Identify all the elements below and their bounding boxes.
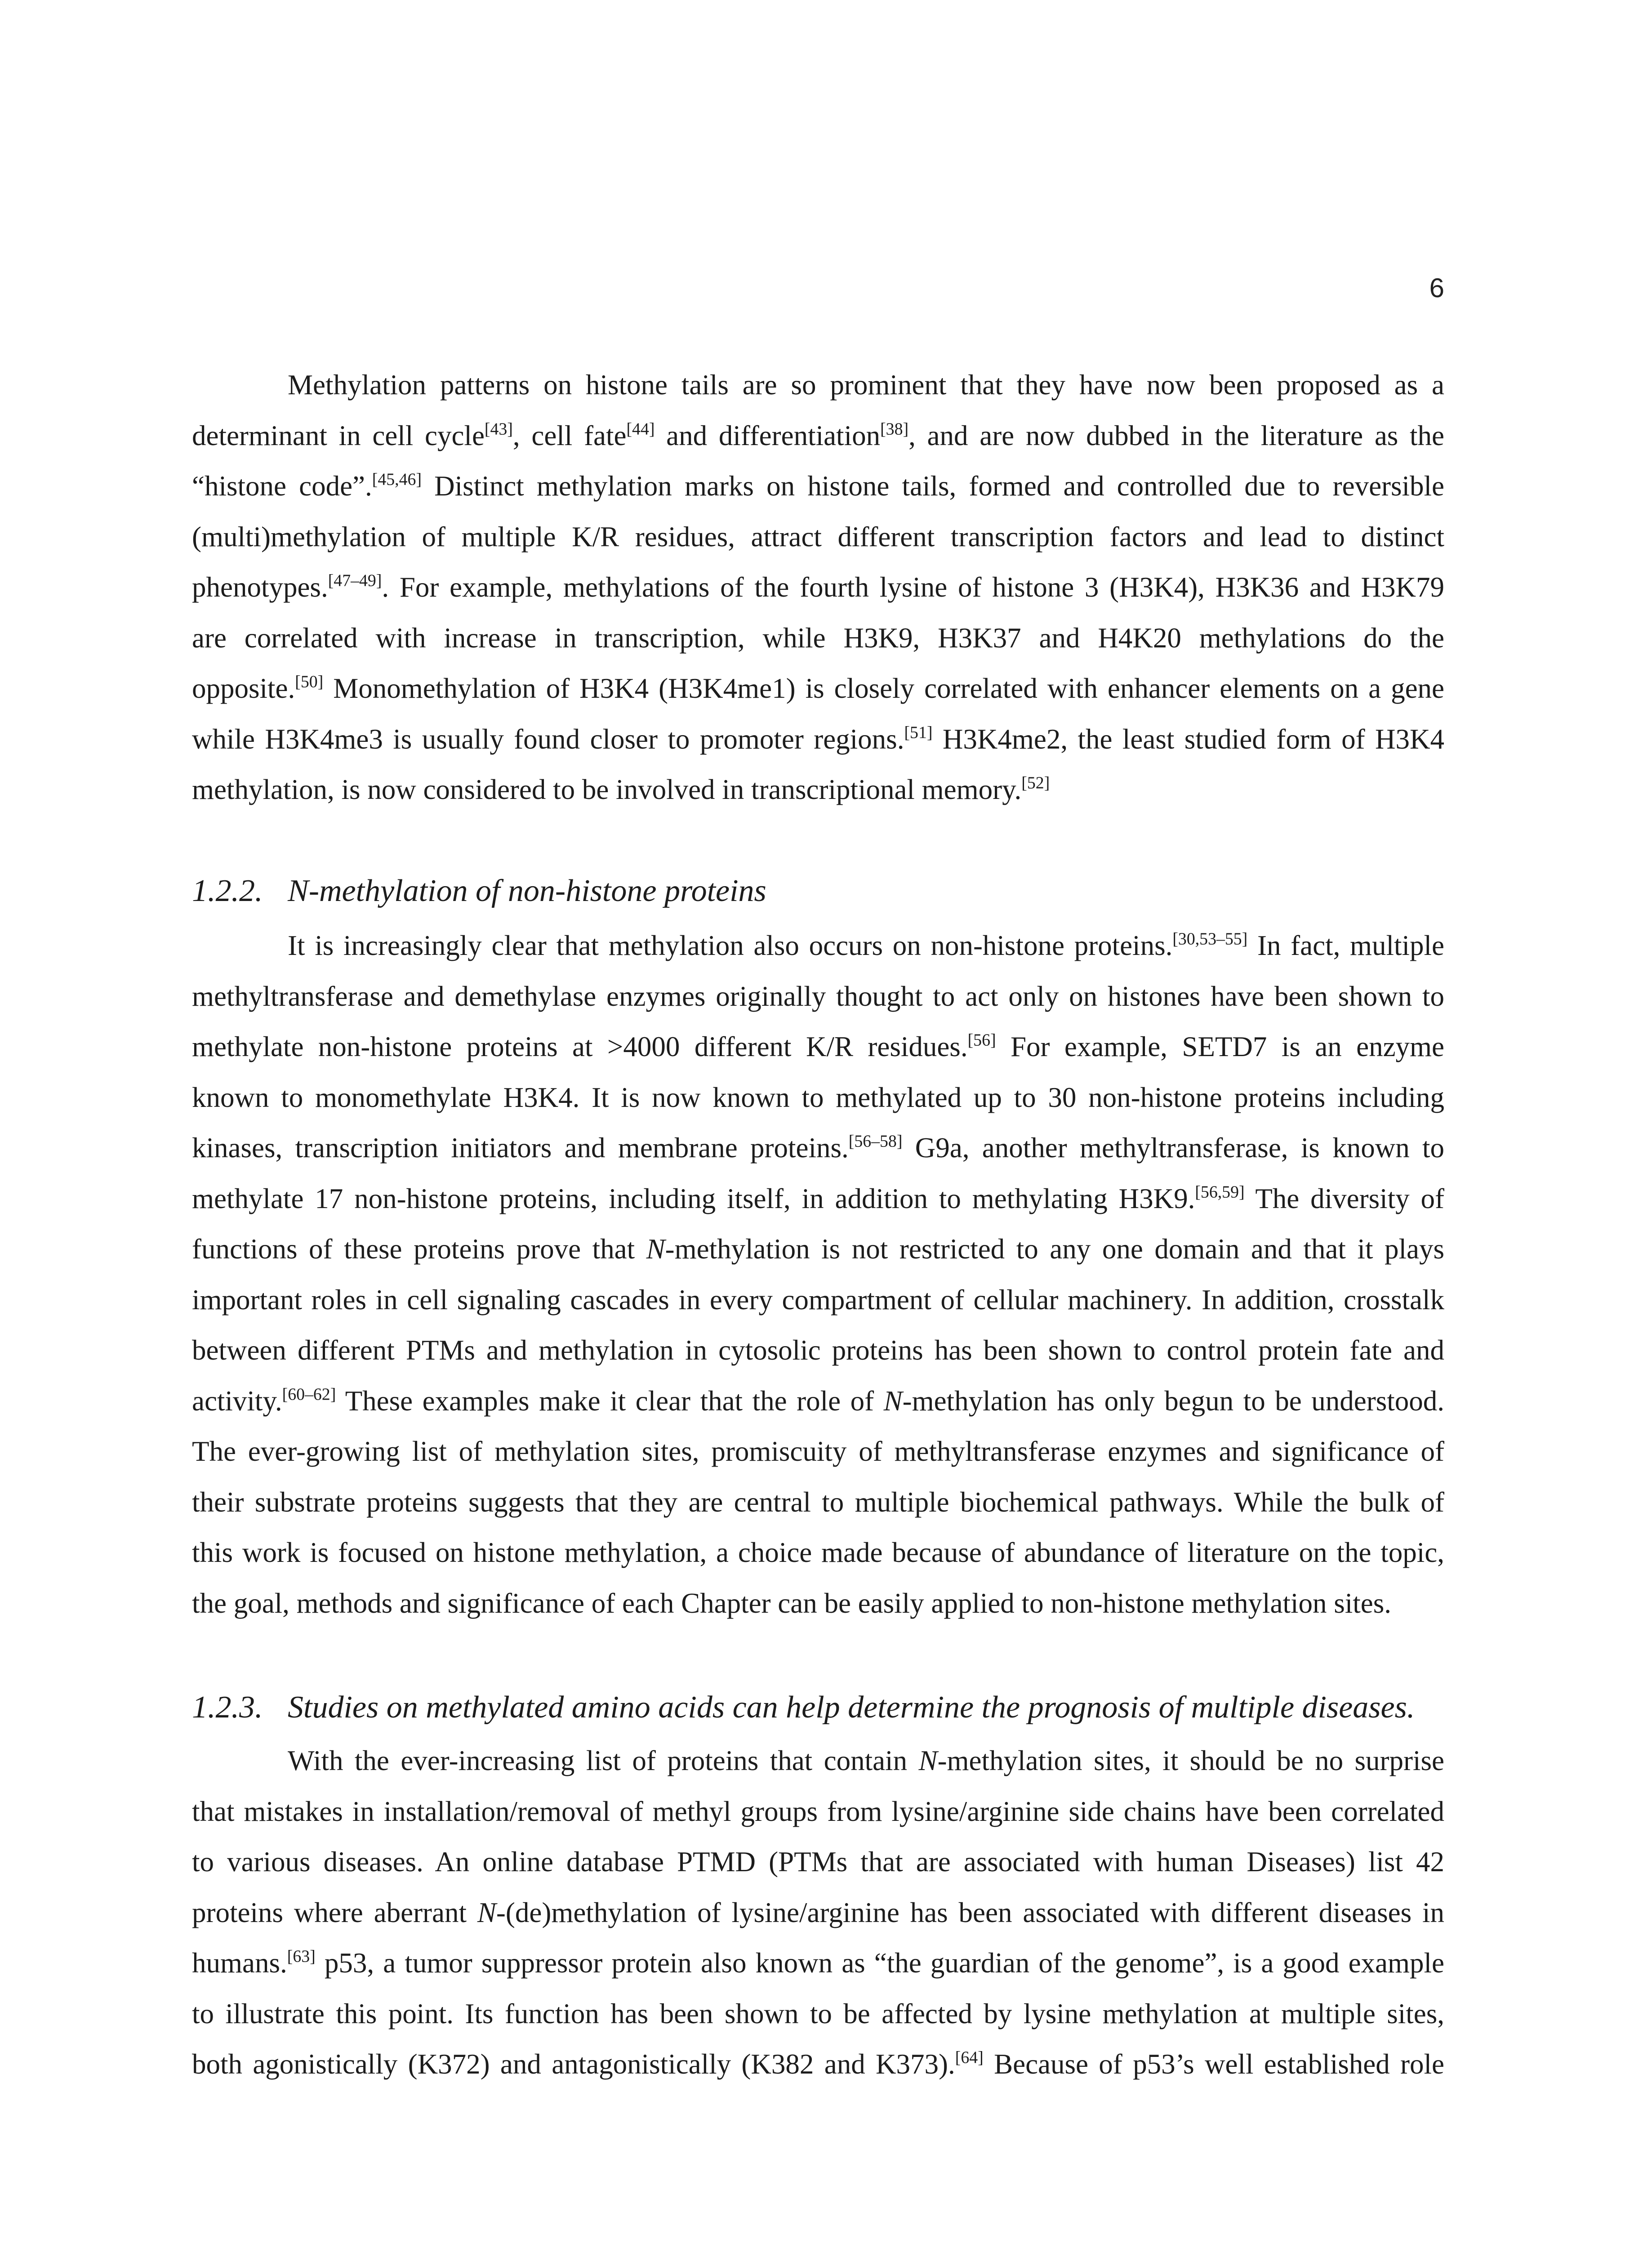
- italic-text: N: [477, 1896, 496, 1928]
- citation-superscript: [56–58]: [848, 1132, 903, 1151]
- citation-superscript: [60–62]: [282, 1385, 336, 1404]
- text-line: [192, 920, 1444, 971]
- text-run: known to monomethylate H3K4. It is now known to methylated up to 30 non-histone proteins including: [192, 1081, 1444, 1113]
- text-run: important roles in cell signaling cascades in every compartment of cellular machinery. In addition, crosstalk: [192, 1284, 1444, 1316]
- text-run: this work is focused on histone methylation, a choice made because of abundance of literature on the topic,: [192, 1537, 1444, 1568]
- text-run: both agonistically (K372) and antagonistically (K382 and K373).: [192, 2048, 955, 2080]
- text-run: humans.: [192, 1947, 287, 1979]
- text-run: between different PTMs and methylation in cytosolic proteins has been shown to control protein fate and: [192, 1334, 1444, 1366]
- text-run: (multi)methylation of multiple K/R residues, attract different transcription factors and lead to distinct: [192, 521, 1444, 553]
- section-number: 1.2.2.: [192, 874, 263, 908]
- text-line: [192, 410, 1444, 461]
- text-line: [192, 360, 1444, 410]
- text-line: [192, 1325, 1444, 1376]
- text-run: and differentiation: [655, 419, 881, 451]
- citation-superscript: [50]: [295, 672, 324, 691]
- text-run: while H3K4me3 is usually found closer to promoter regions.: [192, 723, 904, 755]
- text-line: [192, 1224, 1444, 1275]
- text-run: activity.: [192, 1385, 282, 1417]
- text-line: [192, 1887, 1444, 1938]
- text-line: [192, 1477, 1444, 1528]
- citation-superscript: [43]: [484, 419, 513, 439]
- italic-text: N: [646, 1233, 665, 1265]
- section-heading: [192, 866, 1444, 917]
- italic-text: N: [918, 1745, 938, 1776]
- citation-superscript: [30,53–55]: [1172, 929, 1248, 949]
- citation-superscript: [56]: [967, 1030, 996, 1050]
- text-line: [192, 1989, 1444, 2039]
- text-run: proteins where aberrant: [192, 1896, 477, 1928]
- paragraph: [192, 1735, 1444, 2090]
- section-title: N-methylation of non-histone proteins: [288, 874, 766, 908]
- text-run: kinases, transcription initiators and membrane proteins.: [192, 1132, 849, 1164]
- text-line: [192, 461, 1444, 512]
- text-run: p53, a tumor suppressor protein also known as “the guardian of the genome”, is a good example: [315, 1947, 1444, 1979]
- citation-superscript: [38]: [880, 419, 909, 439]
- text-run: In fact, multiple: [1247, 930, 1445, 961]
- text-run: methylation, is now considered to be involved in transcriptional memory.: [192, 774, 1022, 805]
- text-run: -methylation sites, it should be no surprise: [937, 1745, 1445, 1776]
- text-run: to illustrate this point. Its function has been shown to be affected by lysine methylation at multiple sites,: [192, 1998, 1444, 2029]
- text-line: [192, 613, 1444, 664]
- text-run: It is increasingly clear that methylation also occurs on non-histone proteins.: [288, 930, 1173, 961]
- section-heading: [192, 1682, 1444, 1733]
- citation-superscript: [51]: [904, 723, 933, 742]
- text-run: These examples make it clear that the role of: [336, 1385, 884, 1417]
- text-line: [192, 562, 1444, 613]
- text-run: Methylation patterns on histone tails are so prominent that they have now been proposed as a: [288, 369, 1444, 401]
- text-run: With the ever-increasing list of proteins that contain: [288, 1745, 919, 1776]
- citation-superscript: [47–49]: [328, 571, 382, 590]
- italic-text: N: [883, 1385, 903, 1417]
- text-run: that mistakes in installation/removal of methyl groups from lysine/arginine side chains have been correlated: [192, 1795, 1444, 1827]
- text-line: [192, 1527, 1444, 1578]
- text-run: phenotypes.: [192, 571, 328, 603]
- text-line: [192, 764, 1444, 815]
- text-run: Distinct methylation marks on histone tails, formed and controlled due to reversible: [422, 470, 1444, 502]
- text-run: their substrate proteins suggests that they are central to multiple biochemical pathways. While the bulk of: [192, 1486, 1444, 1518]
- text-run: -methylation has only begun to be understood.: [902, 1385, 1444, 1417]
- text-run: to various diseases. An online database PTMD (PTMs that are associated with human Diseases) list 42: [192, 1846, 1444, 1878]
- text-line: [192, 1021, 1444, 1072]
- text-line: [192, 1275, 1444, 1325]
- citation-superscript: [45,46]: [372, 470, 422, 489]
- text-line: [192, 1578, 1444, 1629]
- text-line: [192, 1376, 1444, 1427]
- text-run: Monomethylation of H3K4 (H3K4me1) is closely correlated with enhancer elements on a gene: [323, 673, 1444, 704]
- text-line: [192, 1735, 1444, 1786]
- text-run: the goal, methods and significance of each Chapter can be easily applied to non-histone methylation sites.: [192, 1587, 1391, 1619]
- text-run: The diversity of: [1244, 1182, 1444, 1214]
- text-run: functions of these proteins prove that: [192, 1233, 646, 1265]
- citation-superscript: [52]: [1021, 773, 1050, 793]
- text-run: G9a, another methyltransferase, is known to: [902, 1132, 1445, 1164]
- text-line: [192, 2039, 1444, 2090]
- text-run: -(de)methylation of lysine/arginine has been associated with different diseases in: [496, 1896, 1444, 1928]
- citation-superscript: [64]: [955, 2048, 984, 2067]
- text-line: [192, 1938, 1444, 1989]
- text-run: . For example, methylations of the fourth lysine of histone 3 (H3K4), H3K36 and H3K79: [382, 571, 1444, 603]
- text-run: Because of p53’s well established role: [983, 2048, 1444, 2080]
- text-run: H3K4me2, the least studied form of H3K4: [932, 723, 1445, 755]
- text-run: methylate 17 non-histone proteins, including itself, in addition to methylating H3K9.: [192, 1182, 1195, 1214]
- text-line: [192, 1786, 1444, 1837]
- citation-superscript: [63]: [287, 1947, 316, 1966]
- paragraph: [192, 360, 1444, 815]
- citation-superscript: [44]: [626, 419, 655, 439]
- text-run: The ever-growing list of methylation sites, promiscuity of methyltransferase enzymes and significance of: [192, 1436, 1444, 1467]
- text-line: [192, 1072, 1444, 1123]
- text-run: , cell fate: [512, 419, 627, 451]
- text-run: For example, SETD7 is an enzyme: [996, 1031, 1444, 1062]
- text-run: , and are now dubbed in the literature as the: [908, 419, 1444, 451]
- text-run: methyltransferase and demethylase enzymes originally thought to act only on histones have been shown to: [192, 980, 1444, 1012]
- text-line: [192, 1173, 1444, 1224]
- citation-superscript: [56,59]: [1195, 1182, 1245, 1202]
- page-number: 6: [1429, 273, 1444, 303]
- text-line: [192, 1123, 1444, 1173]
- text-run: opposite.: [192, 673, 295, 704]
- text-line: [192, 1837, 1444, 1887]
- text-line: [192, 971, 1444, 1022]
- text-line: [192, 1426, 1444, 1477]
- text-run: methylate non-histone proteins at >4000 different K/R residues.: [192, 1031, 968, 1062]
- text-run: are correlated with increase in transcription, while H3K9, H3K37 and H4K20 methylations do the: [192, 622, 1444, 654]
- text-line: [192, 512, 1444, 562]
- section-title: Studies on methylated amino acids can help determine the prognosis of multiple diseases.: [288, 1690, 1415, 1725]
- text-run: determinant in cell cycle: [192, 419, 485, 451]
- text-line: [192, 714, 1444, 765]
- text-run: -methylation is not restricted to any one domain and that it plays: [665, 1233, 1444, 1265]
- section-number: 1.2.3.: [192, 1690, 263, 1725]
- text-line: [192, 663, 1444, 714]
- text-run: “histone code”.: [192, 470, 372, 502]
- paragraph: [192, 920, 1444, 1628]
